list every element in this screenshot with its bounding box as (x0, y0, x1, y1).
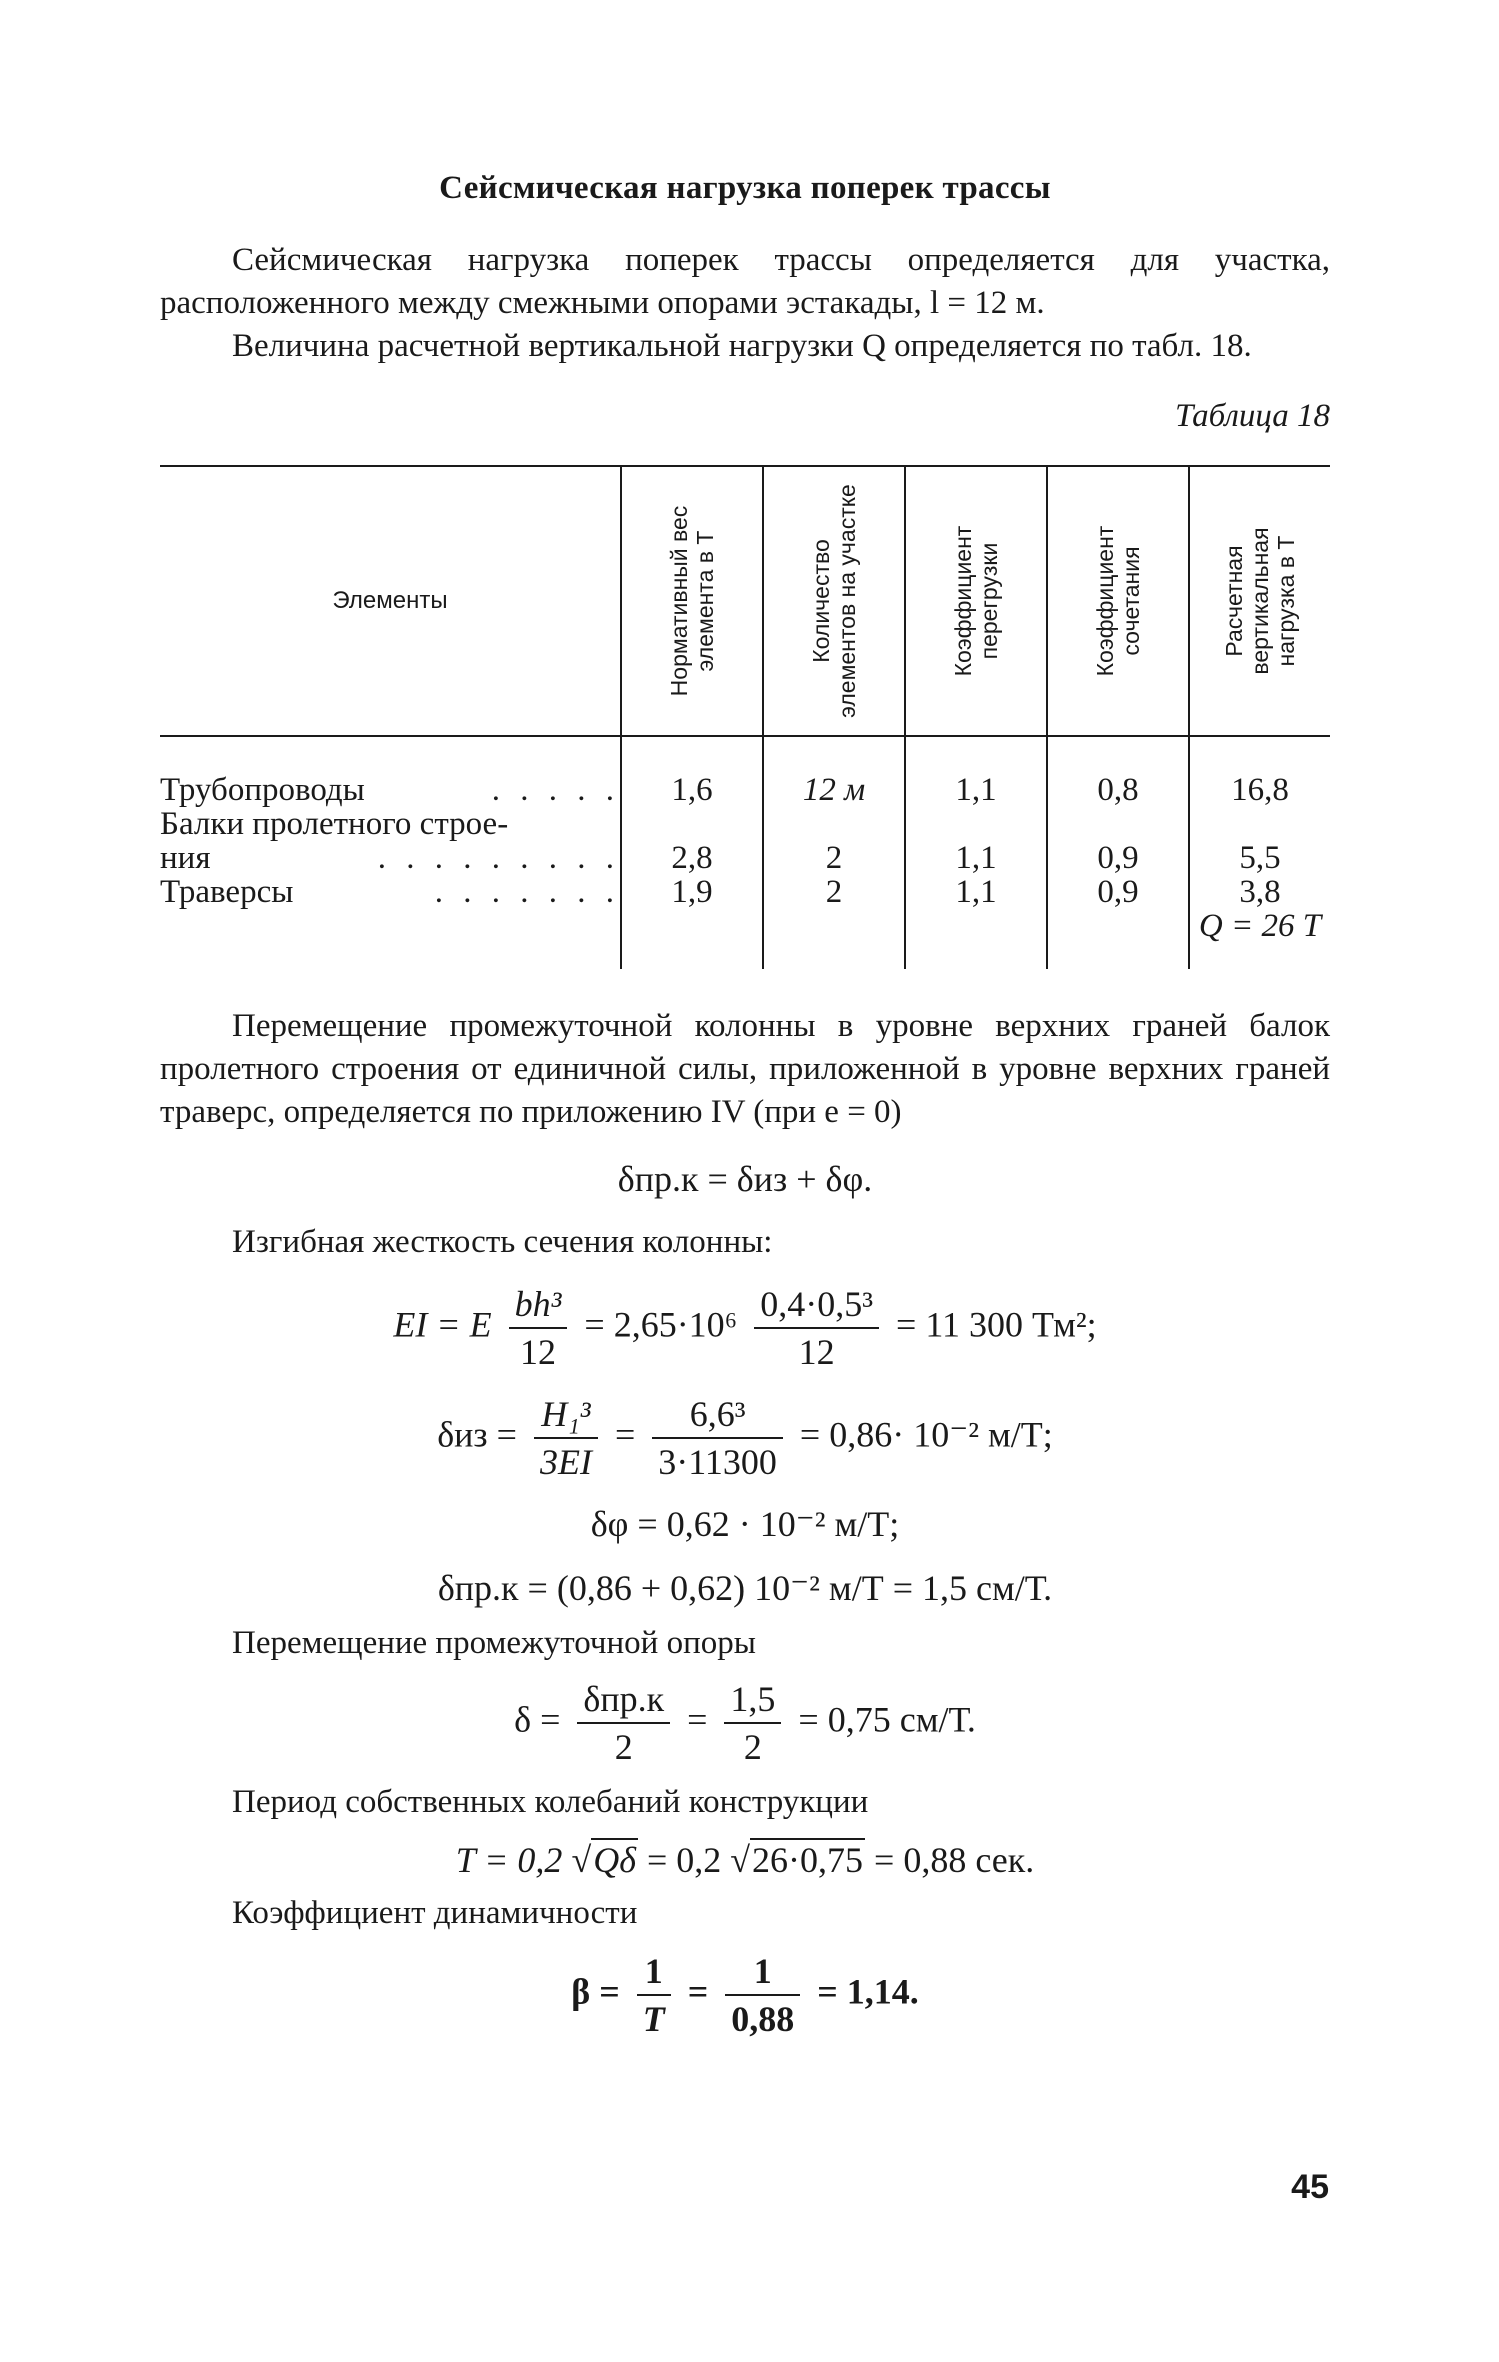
table-row (160, 875, 1330, 969)
cell-count: 12 м (763, 736, 905, 807)
cell-overload: 1,1 (905, 807, 1047, 875)
total-load: Q = 26 Т (1198, 908, 1322, 944)
period-line: Период собственных колебаний конструкции (232, 1784, 869, 1820)
header-count: Количество элементов на участке (763, 466, 905, 736)
cell-overload: 1,1 (905, 736, 1047, 807)
header-combination: Коэффициент сочетания (1047, 466, 1189, 736)
cell-combination: 0,8 (1047, 736, 1189, 807)
formula-beta: β = $\frac{1}{T}$ = $\frac{1}{0,88}$ = 1,14. (571, 1951, 919, 2039)
load-paragraph: Величина расчетной вертикальной нагрузки Q определяется по табл. 18. (232, 328, 1252, 364)
displacement-paragraph: Перемещение промежуточной колонны в уровне верхних граней балок пролетного строения от единичной силы, приложенной в уровне верхних граней траверс, определяется по приложению IV (при e = 0) (160, 1008, 1330, 1130)
table-row (160, 736, 1330, 807)
page-content (160, 170, 1330, 2040)
row-name: Балки пролетного строе- ния . . . . . . . . . (160, 806, 620, 876)
formula-delta-sum: δпр.к = δиз + δφ. (617, 1159, 873, 1199)
cell-combination: 0,9 (1047, 807, 1189, 875)
formula-delta-phi: δφ = 0,62 · 10⁻² м/Т; (590, 1504, 900, 1544)
cell-count: 2 (763, 875, 905, 969)
intro-paragraph: Сейсмическая нагрузка поперек трассы определяется для участка, расположенного между смежными опорами эстакады, l = 12 м. (160, 242, 1330, 321)
support-line: Перемещение промежуточной опоры (232, 1625, 756, 1661)
stiffness-line: Изгибная жесткость сечения колонны: (232, 1224, 773, 1260)
cell-weight: 1,6 (621, 736, 763, 807)
page-number: 45 (1291, 2168, 1329, 2206)
formula-delta-iz: δиз = $\frac{\text{H₁³}}{3EI}$ = $\frac{\text{6,6³}}{3\cdot 11300}$ = 0,86· 10⁻² м/Т; (437, 1394, 1053, 1482)
table-caption: Таблица 18 (1175, 398, 1330, 434)
cell-combination: 0,9 (1047, 875, 1189, 969)
cell-load: 16,8 (1189, 736, 1330, 807)
dynamic-line: Коэффициент динамичности (232, 1895, 638, 1931)
cell-load: 3,8 Q = 26 Т (1189, 875, 1330, 969)
cell-load: 5,5 (1189, 807, 1330, 875)
table-row (160, 807, 1330, 875)
cell-weight: 2,8 (621, 807, 763, 875)
header-elements: Элементы (160, 466, 621, 736)
formula-delta: δ = $\frac{\text{δпр.к}}{2}$ = $\frac{1,5}{2}$ = 0,75 см/Т. (514, 1679, 976, 1767)
header-weight: Нормативный вес элемента в Т (621, 466, 763, 736)
section-heading: Сейсмическая нагрузка поперек трассы (439, 170, 1051, 206)
cell-overload: 1,1 (905, 875, 1047, 969)
cell-weight: 1,9 (621, 875, 763, 969)
loads-table (160, 465, 1330, 969)
formula-period: T = 0,2 √Qδ = 0,2 √26·0,75 = 0,88 сек. (455, 1840, 1035, 1880)
formula-ei: EI = E $\frac{\text{bh³}}{12}$ = 2,65·10⁶ $\frac{\text{0,4·0,5³}}{12}$ = 11 300 Тм²; (393, 1284, 1097, 1372)
header-load: Расчетная вертикальная нагрузка в Т (1189, 466, 1330, 736)
row-name: Трубопроводы . . . . . (160, 772, 620, 808)
formula-delta-prk: δпр.к = (0,86 + 0,62) 10⁻² м/Т = 1,5 см/Т. (437, 1568, 1053, 1608)
header-overload: Коэффициент перегрузки (905, 466, 1047, 736)
cell-count: 2 (763, 807, 905, 875)
row-name: Траверсы . . . . . . . (160, 874, 620, 910)
